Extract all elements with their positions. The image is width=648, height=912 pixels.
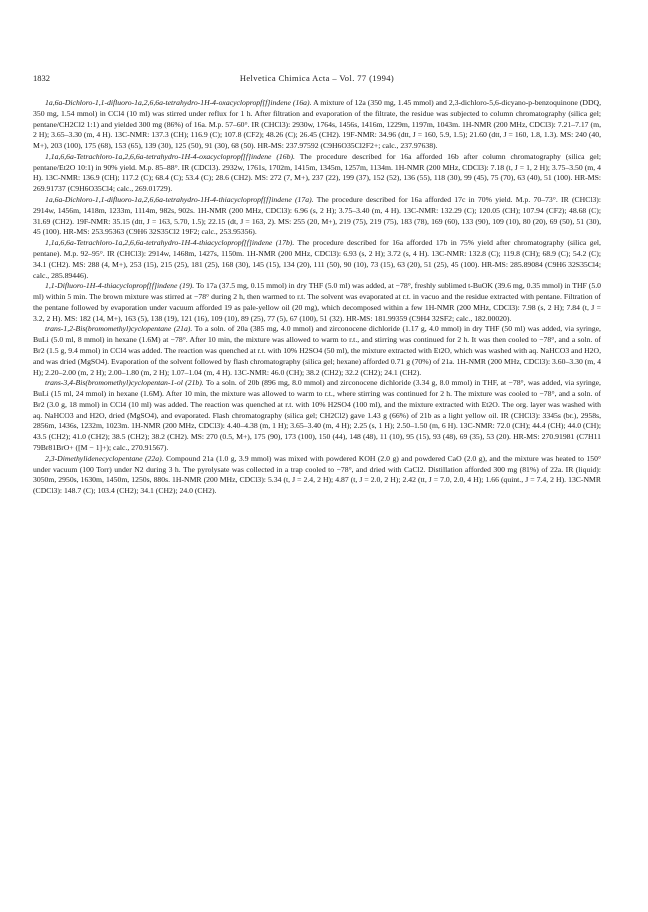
procedure-paragraph (33, 324, 601, 378)
procedure-paragraph (33, 195, 601, 238)
page-header (33, 72, 601, 84)
procedure-text: The procedure described for 16a afforded 17c in 70% yield. M.p. 70–73°. IR (CHCl3): 2914w, 1456m, 1418m, 1233m, 1114m, 982s, 902s. 1H-NMR (200 MHz, CDCl3): 6.96 (s, 2 H); 3.75–3.40 (m, 4 H). 13C-NMR: 132.29 (C); 120.05 (CH); 107.94 (CF2); 48.68 (C); 31.69 (CH2). 19F-NMR: 35.15 (dtt, J = 163, 5.70, 1.5); 22.15 (dt, J = 163, 2). MS: 255 (20, M+), 219 (75), 219 (75), 183 (78), 169 (60), 133 (90), 109 (10), 80 (20), 69 (50), 51 (30), 45 (100). HR-MS: 253.95363 (C9H6 32S35Cl2 19F2; calc., 253.95356). (33, 195, 601, 237)
procedure-paragraph (33, 378, 601, 453)
procedure-text: The procedure described for 16a afforded 17b in 75% yield after chromatography (silica gel, pentane). M.p. 92–95°. IR (CHCl3): 2914w, 1468m, 1427s, 1150m. 1H-NMR (200 MHz, CDCl3): 6.93 (s, 2 H); 3.72 (s, 4 H). 13C-NMR: 132.8 (C); 119.8 (CH); 68.9 (C); 54.2 (C); 34.1 (CH2). MS: 288 (4, M+), 253 (15), 215 (25), 181 (25), 168 (30), 145 (15), 134 (20), 111 (50), 90 (10), 73 (15), 63 (20), 51 (25), 45 (100). HR-MS: 285.89084 (C9H6 32S35Cl4; calc., 285.89446). (33, 238, 601, 280)
compound-title: trans-1,2-Bis(bromomethyl)cyclopentane (21a). (45, 324, 193, 334)
compound-title: 1,1-Difluoro-1H-4-thiacyclopropf[f]indene (19). (45, 281, 195, 291)
procedure-text: Compound 21a (1.0 g, 3.9 mmol) was mixed with powdered KOH (2.0 g) and powdered CaO (2.0 g), and the mixture was heated to 150° under vacuum (100 Torr) under N2 during 3 h. The pyrolysate was collected in a trap cooled to −78°, and dried with CaCl2. Distillation afforded 300 mg (81%) of 22a. IR (liquid): 3050m, 2950s, 1630m, 1450m, 1250s, 880s. 1H-NMR (200 MHz, CDCl3): 5.34 (t, J = 2.4, 2 H); 4.87 (t, J = 2.0, 2 H); 2.42 (tt, J = 7.0, 2.0, 4 H); 1.66 (quint., J = 7.4, 2 H). 13C-NMR (CDCl3): 148.7 (C); 103.4 (CH2); 34.1 (CH2); 24.0 (CH2). (33, 453, 602, 496)
page-number: 1832 (33, 73, 50, 83)
procedure-text: To 17a (37.5 mg, 0.15 mmol) in dry THF (5.0 ml) was added, at −78°, freshly sublimed t-BuOK (39.6 mg, 0.35 mmol) in THF (5.0 ml) within 5 min. The brown mixture was stirred at −78° during 2 h, then warmed to r.t. The solvent was evaporated at r.t. in vacuo and the residue extracted with pentane. Filtration of the pentane followed by evaporation under vacuum afforded 19 as pale-yellow oil (20 mg), which decomposed within a few 1H-NMR (200 MHz, CDCl3): 7.98 (s, 2 H); 7.84 (t, J = 3.2, 2 H). MS: 182 (14, M+), 163 (5), 138 (19), 121 (16), 109 (10), 89 (25), 77 (5), 67 (100), 51 (32). HR-MS: 181.99359 (C9H4 32SF2; calc., 182.00020). (33, 281, 601, 323)
procedure-text: A mixture of 12a (350 mg, 1.45 mmol) and 2,3-dichloro-5,6-dicyano-p-benzoquinone (DDQ, 350 mg, 1.54 mmol) in CCl4 (10 ml) was stirred under reflux for 1 h. After filtration and evaporation of the filtrate, the residue was subjected to column chromatography (silica gel; pentane/CH2Cl2 1:1) and yielded 300 mg (86%) of 16a. M.p. 57–60°. IR (CHCl3): 2930w, 1764s, 1456s, 1416m, 1229m, 1197m, 1043m. 1H-NMR (200 MHz, CDCl3): 7.21–7.17 (m, 2 H); 3.65–3.30 (m, 4 H). 13C-NMR: 137.3 (CH); 116.9 (C); 107.8 (CF2); 48.26 (C); 26.45 (CH2). 19F-NMR: 34.96 (dtt, J = 160, 5.9, 1.5); 21.60 (dtt, J = 160, 1.8, 1.3). MS: 240 (40, M+), 203 (100), 175 (68), 153 (65), 139 (30), 125 (50), 91 (30), 68 (50). HR-MS: 237.97592 (C9H6O35Cl2F2+; calc., 237.97638). (33, 98, 601, 151)
procedure-paragraph (33, 98, 601, 152)
procedure-paragraph (33, 281, 601, 324)
compound-title: trans-3,4-Bis(bromomethyl)cyclopentan-1-ol (21b). (45, 378, 204, 388)
procedure-text: The procedure described for 16a afforded 16b after column chromatography (silica gel; pentane/Et2O 10:1) in 90% yield. M.p. 85–88°. IR (CDCl3). 2932w, 1761s, 1702m, 1415m, 1345m, 1257m, 1134m. 1H-NMR (200 MHz, CDCl3): 7.18 (t, J = 1, 2 H); 3.75–3.50 (m, 4 H). 13C-NMR: 136.9 (CH); 117.2 (C); 68.4 (C); 53.4 (C); 28.6 (CH2). MS: 272 (7, M+), 237 (22), 199 (37), 152 (52), 136 (55), 118 (30), 99 (45), 75 (70), 63 (40), 51 (100). HR-MS: 269.91737 (C9H6O35Cl4; calc., 269.01729). (33, 151, 601, 194)
procedure-paragraph (33, 454, 601, 497)
compound-title: 1,1a,6,6a-Tetrachloro-1a,2,6,6a-tetrahydro-1H-4-thiacyclopropf[f]indene (17b). (45, 238, 295, 248)
compound-title: 2,3-Dimethylidenecyclopentane (22a). (45, 453, 164, 463)
procedure-paragraph (33, 238, 601, 281)
running-title: Helvetica Chimica Acta – Vol. 77 (1994) (239, 73, 395, 83)
procedure-text: To a soln. of 20a (385 mg, 4.0 mmol) and zirconocene dichloride (1.17 g, 4.0 mmol) in dry THF (50 ml) was added, via syringe, BuLi (5.0 ml, 8 mmol) in hexane (1.6M) at −78°. After 10 min, the mixture was allowed to warm to r.t., and stirring was continued for 2 h. It was then cooled to −78°, and a soln. of Br2 (1.5 g, 9.4 mmol) in CCl4 was added. The reaction was quenched at r.t. with 10% H2SO4 (50 ml), the mixture extracted with Et2O, which was washed with aq. NaHCO3 and H2O, and was dried (MgSO4). Evaporation of the solvent followed by flash chromatography (silica gel; hexane) afforded 0.71 g (70%) of 21a. 1H-NMR (200 MHz, CDCl3): 3.60–3.30 (m, 4 H); 2.20–2.00 (m, 2 H); 2.00–1.80 (m, 2 H); 1.07–1.04 (m, 4 H). 13C-NMR: 46.0 (CH); 38.2 (CH2); 32.2 (CH2); 24.1 (CH2). (33, 324, 601, 377)
compound-title: 1a,6a-Dichloro-1,1-difluoro-1a,2,6,6a-tetrahydro-1H-4-thiacyclopropf[f]indene (17a). (45, 195, 314, 205)
experimental-text (33, 98, 601, 798)
compound-title: 1,1a,6,6a-Tetrachloro-1a,2,6,6a-tetrahydro-1H-4-oxacyclopropf[f]indene (16b). (45, 151, 295, 161)
procedure-paragraph (33, 152, 601, 195)
compound-title: 1a,6a-Dichloro-1,1-difluoro-1a,2,6,6a-tetrahydro-1H-4-oxacyclopropf[f]indene (16a). (45, 98, 312, 107)
procedure-text: To a soln. of 20b (896 mg, 8.0 mmol) and zirconocene dichloride (3.34 g, 8.0 mmol) in THF, at −78°, was added, via syringe, BuLi (15 ml, 24 mmol) in hexane (1.6M). After 10 min, the mixture was allowed to warm to r.t., where stirring was continued for 2 h. The mixture was cooled to −78°, and a soln. of Br2 (3.0 g, 18 mmol) in CCl4 (10 ml) was added. The reaction was quenched at r.t. with 10% H2SO4 (100 ml), and the mixture extracted with Et2O. The org. layer was washed with aq. NaHCO3 and H2O, dried (MgSO4), and evaporated. Flash chromatography (silica gel; CH2Cl2) gave 1.43 g (66%) of 21b as a light yellow oil. IR (CHCl3): 3345s (br.), 2958s, 2856m, 1436s, 1232m, 1023m. 1H-NMR (200 MHz, CDCl3): 4.40–4.38 (m, 1 H); 3.65–3.40 (m, 4 H); 2.25 (s, 1 H); 2.50–1.50 (m, 6 H). 13C-NMR: 72.0 (CH); 44.4 (CH); 44.0 (CH); 43.5 (CH2); 41.0 (CH2); 38.5 (CH2); 38.2 (CH2). MS: 270 (0.5, M+), 175 (90), 173 (100), 150 (44), 148 (48), 11 (10), 95 (15), 93 (48), 69 (35), 53 (20). HR-MS: 270.91981 (C7H11 79Br81BrO+ ([M − 1]+); calc., 270.91567). (33, 378, 601, 452)
